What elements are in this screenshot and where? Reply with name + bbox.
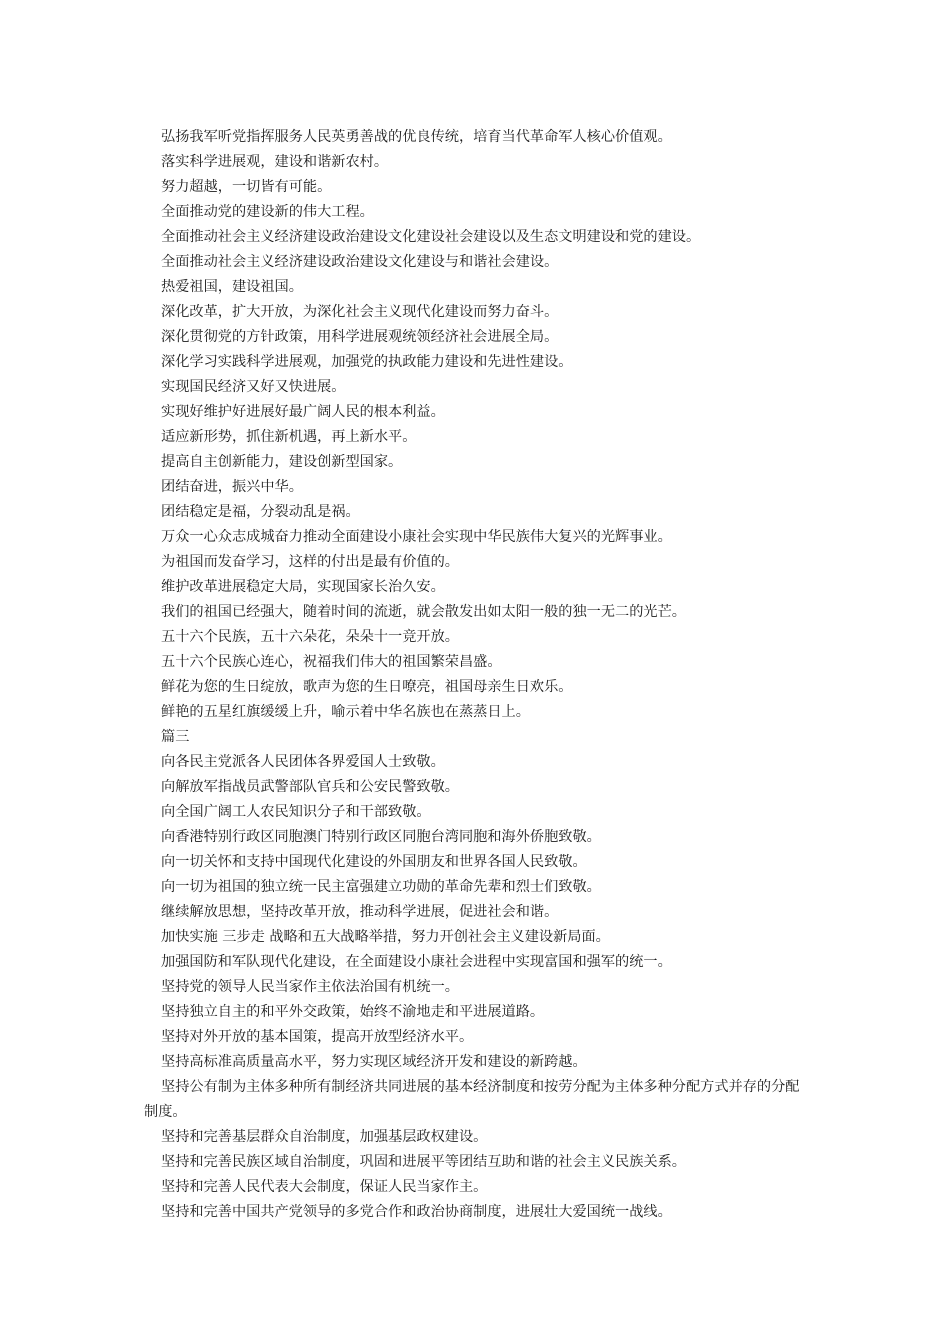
- paragraph: 五十六个民族，五十六朵花，朵朵十一竞开放。: [161, 629, 459, 645]
- paragraph: 向全国广阔工人农民知识分子和干部致敬。: [161, 804, 431, 820]
- paragraph: 坚持和完善中国共产党领导的多党合作和政治协商制度，进展壮大爱国统一战线。: [161, 1204, 672, 1220]
- paragraph: 深化学习实践科学进展观，加强党的执政能力建设和先进性建设。: [161, 354, 573, 370]
- paragraph: 鲜艳的五星红旗缓缓上升，喻示着中华名族也在蒸蒸日上。: [161, 704, 530, 720]
- paragraph: 坚持和完善人民代表大会制度，保证人民当家作主。: [161, 1179, 488, 1195]
- paragraph: 深化改革，扩大开放，为深化社会主义现代化建设而努力奋斗。: [161, 304, 559, 320]
- paragraph: 坚持高标准高质量高水平，努力实现区域经济开发和建设的新跨越。: [161, 1054, 587, 1070]
- paragraph: 向香港特别行政区同胞澳门特别行政区同胞台湾同胞和海外侨胞致敬。: [161, 829, 601, 845]
- paragraph: 为祖国而发奋学习，这样的付出是最有价值的。: [161, 554, 459, 570]
- paragraph: 向一切为祖国的独立统一民主富强建立功勋的革命先辈和烈士们致敬。: [161, 879, 601, 895]
- paragraph: 提高自主创新能力，建设创新型国家。: [161, 454, 403, 470]
- paragraph: 全面推动党的建设新的伟大工程。: [161, 204, 374, 220]
- paragraph: 向各民主党派各人民团体各界爱国人士致敬。: [161, 754, 445, 770]
- paragraph: 全面推动社会主义经济建设政治建设文化建设社会建设以及生态文明建设和党的建设。: [161, 229, 701, 245]
- paragraph: 鲜花为您的生日绽放，歌声为您的生日嘹亮，祖国母亲生日欢乐。: [161, 679, 573, 695]
- paragraph: 加强国防和军队现代化建设，在全面建设小康社会进程中实现富国和强军的统一。: [161, 954, 672, 970]
- paragraph: 坚持对外开放的基本国策，提高开放型经济水平。: [161, 1029, 474, 1045]
- paragraph: 落实科学进展观，建设和谐新农村。: [161, 154, 389, 170]
- paragraph: 实现好维护好进展好最广阔人民的根本利益。: [161, 404, 445, 420]
- paragraph: 万众一心众志成城奋力推动全面建设小康社会实现中华民族伟大复兴的光辉事业。: [161, 529, 672, 545]
- paragraph: 实现国民经济又好又快进展。: [161, 379, 346, 395]
- paragraph: 坚持党的领导人民当家作主依法治国有机统一。: [161, 979, 459, 995]
- paragraph: 弘扬我军听党指挥服务人民英勇善战的优良传统，培育当代革命军人核心价值观。: [161, 129, 672, 145]
- paragraph: 坚持和完善民族区域自治制度，巩固和进展平等团结互助和谐的社会主义民族关系。: [161, 1154, 686, 1170]
- paragraph: 坚持和完善基层群众自治制度，加强基层政权建设。: [161, 1129, 488, 1145]
- paragraph: 继续解放思想，坚持改革开放，推动科学进展，促进社会和谐。: [161, 904, 559, 920]
- paragraph: 坚持独立自主的和平外交政策，始终不渝地走和平进展道路。: [161, 1004, 545, 1020]
- paragraph: 向一切关怀和支持中国现代化建设的外国朋友和世界各国人民致敬。: [161, 854, 587, 870]
- paragraph: 维护改革进展稳定大局，实现国家长治久安。: [161, 579, 445, 595]
- paragraph: 加快实施 三步走 战略和五大战略举措，努力开创社会主义建设新局面。: [161, 929, 610, 945]
- paragraph: 全面推动社会主义经济建设政治建设文化建设与和谐社会建设。: [161, 254, 559, 270]
- paragraph: 深化贯彻党的方针政策，用科学进展观统领经济社会进展全局。: [161, 329, 559, 345]
- paragraph: 坚持公有制为主体多种所有制经济共同进展的基本经济制度和按劳分配为主体多种分配方式并存的分配制度。: [144, 1079, 800, 1120]
- paragraph: 向解放军指战员武警部队官兵和公安民警致敬。: [161, 779, 459, 795]
- paragraph: 我们的祖国已经强大，随着时间的流逝，就会散发出如太阳一般的独一无二的光芒。: [161, 604, 686, 620]
- paragraph: 五十六个民族心连心，祝福我们伟大的祖国繁荣昌盛。: [161, 654, 502, 670]
- section-heading: 篇三: [161, 729, 190, 745]
- paragraph: 努力超越，一切皆有可能。: [161, 179, 332, 195]
- paragraph: 热爱祖国，建设祖国。: [161, 279, 303, 295]
- paragraph: 适应新形势，抓住新机遇，再上新水平。: [161, 429, 417, 445]
- paragraph: 团结奋进，振兴中华。: [161, 479, 303, 495]
- paragraph: 团结稳定是福，分裂动乱是祸。: [161, 504, 360, 520]
- document-body: [144, 125, 824, 1225]
